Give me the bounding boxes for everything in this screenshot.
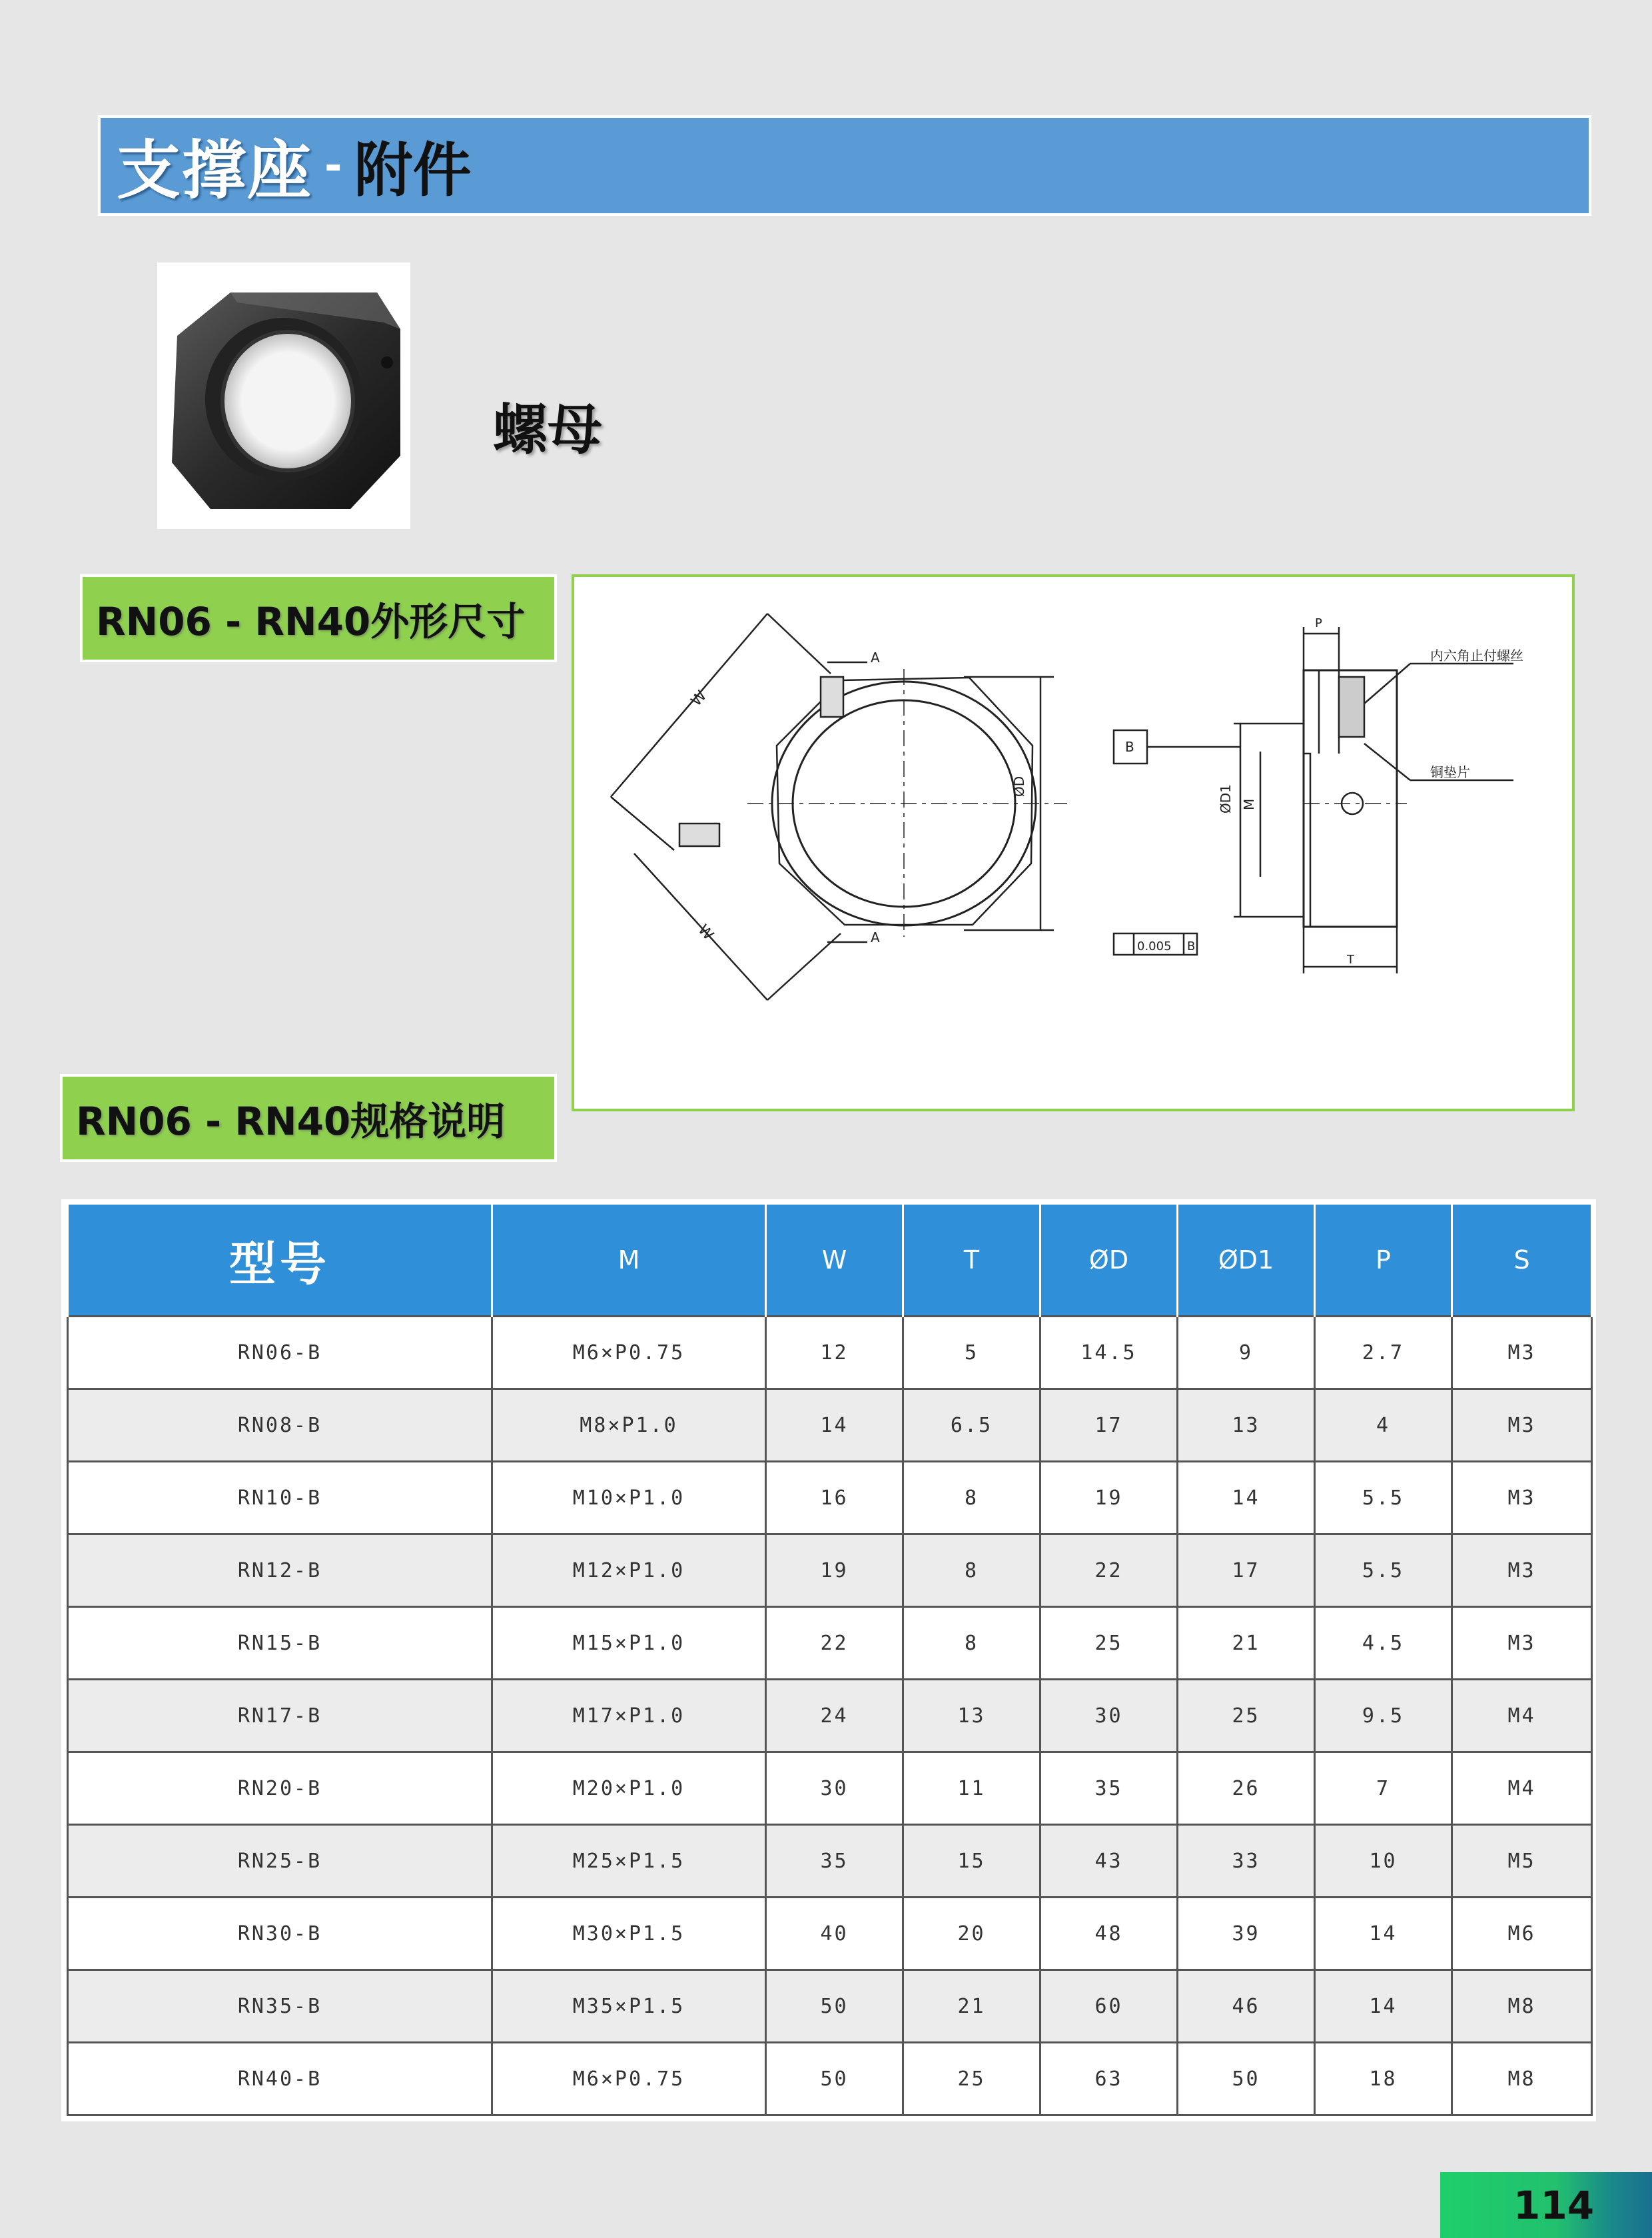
- cell-t: 20: [903, 1898, 1040, 1970]
- table-row: [68, 1752, 1592, 1825]
- cell-s: M4: [1452, 1680, 1592, 1752]
- title-separator: -: [324, 141, 342, 191]
- cell-m: M25×P1.5: [492, 1825, 766, 1898]
- table-body: [68, 1317, 1592, 2115]
- label-tolerance: 0.005: [1137, 939, 1172, 953]
- cell-p: 4.5: [1315, 1607, 1452, 1680]
- cell-s: M3: [1452, 1317, 1592, 1389]
- label-tolerance-ref: B: [1187, 939, 1196, 953]
- cell-m: M10×P1.0: [492, 1462, 766, 1534]
- cell-s: M5: [1452, 1825, 1592, 1898]
- cell-p: 7: [1315, 1752, 1452, 1825]
- cell-t: 13: [903, 1680, 1040, 1752]
- cell-w: 50: [766, 1970, 903, 2043]
- cell-s: M3: [1452, 1389, 1592, 1462]
- cell-od: 17: [1040, 1389, 1178, 1462]
- cell-od: 35: [1040, 1752, 1178, 1825]
- label-od1: ØD1: [1218, 784, 1234, 814]
- page-number-tab: [1440, 2172, 1652, 2238]
- header-w: W: [766, 1205, 903, 1317]
- cell-t: 11: [903, 1752, 1040, 1825]
- cell-w: 16: [766, 1462, 903, 1534]
- cell-p: 9.5: [1315, 1680, 1452, 1752]
- table-row: [68, 1970, 1592, 2043]
- cell-od1: 17: [1178, 1534, 1315, 1607]
- cell-t: 8: [903, 1462, 1040, 1534]
- page-number: 114: [1513, 2182, 1595, 2228]
- cell-w: 12: [766, 1317, 903, 1389]
- label-b: B: [1125, 739, 1134, 755]
- cell-t: 21: [903, 1970, 1040, 2043]
- header-s: S: [1452, 1205, 1592, 1317]
- cell-w: 30: [766, 1752, 903, 1825]
- dimensions-section-label: RN06 - RN40外形尺寸: [80, 574, 557, 662]
- label-od: ØD: [1011, 776, 1027, 797]
- cell-m: M30×P1.5: [492, 1898, 766, 1970]
- cell-m: M17×P1.0: [492, 1680, 766, 1752]
- cell-model: RN30-B: [68, 1898, 492, 1970]
- product-name: 螺母: [493, 398, 603, 462]
- table-row: [68, 1680, 1592, 1752]
- label-a-top: A: [871, 650, 880, 666]
- page-title: 支撑座: [117, 133, 312, 208]
- title-bar: [98, 115, 1591, 216]
- cell-m: M6×P0.75: [492, 2043, 766, 2115]
- table-row: [68, 1898, 1592, 1970]
- cell-od: 19: [1040, 1462, 1178, 1534]
- cell-od1: 13: [1178, 1389, 1315, 1462]
- spec-table-container: [61, 1199, 1596, 2121]
- cell-od: 30: [1040, 1680, 1178, 1752]
- header-m: M: [492, 1205, 766, 1317]
- cell-od1: 25: [1178, 1680, 1315, 1752]
- cell-w: 19: [766, 1534, 903, 1607]
- spec-table: [67, 1205, 1593, 2116]
- header-od: ØD: [1040, 1205, 1178, 1317]
- cell-od: 43: [1040, 1825, 1178, 1898]
- specs-section-label: RN06 - RN40规格说明: [60, 1074, 557, 1162]
- cell-w: 40: [766, 1898, 903, 1970]
- label-t: T: [1347, 953, 1354, 967]
- product-photo: [157, 263, 410, 529]
- table-row: [68, 2043, 1592, 2115]
- cell-p: 5.5: [1315, 1462, 1452, 1534]
- cell-s: M6: [1452, 1898, 1592, 1970]
- cell-s: M4: [1452, 1752, 1592, 1825]
- cell-od1: 46: [1178, 1970, 1315, 2043]
- label-a-bottom: A: [871, 929, 880, 945]
- cell-t: 8: [903, 1534, 1040, 1607]
- cell-w: 35: [766, 1825, 903, 1898]
- cell-model: RN12-B: [68, 1534, 492, 1607]
- header-od1: ØD1: [1178, 1205, 1315, 1317]
- cell-w: 22: [766, 1607, 903, 1680]
- cell-w: 14: [766, 1389, 903, 1462]
- cell-t: 15: [903, 1825, 1040, 1898]
- cell-model: RN40-B: [68, 2043, 492, 2115]
- cell-od: 14.5: [1040, 1317, 1178, 1389]
- cell-m: M6×P0.75: [492, 1317, 766, 1389]
- cell-model: RN35-B: [68, 1970, 492, 2043]
- label-m: M: [1241, 798, 1257, 810]
- cell-od1: 9: [1178, 1317, 1315, 1389]
- cell-model: RN17-B: [68, 1680, 492, 1752]
- cell-od1: 26: [1178, 1752, 1315, 1825]
- label-set-screw: 内六角止付螺丝: [1430, 648, 1523, 664]
- cell-model: RN08-B: [68, 1389, 492, 1462]
- cell-p: 18: [1315, 2043, 1452, 2115]
- cell-model: RN15-B: [68, 1607, 492, 1680]
- cell-model: RN10-B: [68, 1462, 492, 1534]
- cell-p: 5.5: [1315, 1534, 1452, 1607]
- label-w-bottom: W: [694, 921, 717, 944]
- cell-p: 4: [1315, 1389, 1452, 1462]
- page-subtitle: 附件: [354, 135, 472, 205]
- cell-od1: 14: [1178, 1462, 1315, 1534]
- cell-t: 6.5: [903, 1389, 1040, 1462]
- cell-m: M12×P1.0: [492, 1534, 766, 1607]
- cell-s: M3: [1452, 1462, 1592, 1534]
- cell-w: 50: [766, 2043, 903, 2115]
- cell-model: RN20-B: [68, 1752, 492, 1825]
- cell-t: 5: [903, 1317, 1040, 1389]
- cell-od1: 21: [1178, 1607, 1315, 1680]
- table-row: [68, 1825, 1592, 1898]
- table-row: [68, 1607, 1592, 1680]
- technical-drawing: [572, 574, 1575, 1111]
- cell-w: 24: [766, 1680, 903, 1752]
- cell-m: M35×P1.5: [492, 1970, 766, 2043]
- cell-od1: 33: [1178, 1825, 1315, 1898]
- cell-od: 22: [1040, 1534, 1178, 1607]
- cell-t: 8: [903, 1607, 1040, 1680]
- cell-od: 25: [1040, 1607, 1178, 1680]
- table-row: [68, 1462, 1592, 1534]
- header-p: P: [1315, 1205, 1452, 1317]
- cell-model: RN06-B: [68, 1317, 492, 1389]
- header-t: T: [903, 1205, 1040, 1317]
- label-copper-pad: 铜垫片: [1430, 764, 1470, 780]
- cell-t: 25: [903, 2043, 1040, 2115]
- header-model: 型号: [68, 1205, 492, 1317]
- cell-model: RN25-B: [68, 1825, 492, 1898]
- table-row: [68, 1317, 1592, 1389]
- cell-od: 60: [1040, 1970, 1178, 2043]
- cell-p: 14: [1315, 1898, 1452, 1970]
- label-w-top: W: [687, 688, 711, 710]
- cell-m: M20×P1.0: [492, 1752, 766, 1825]
- cell-od: 63: [1040, 2043, 1178, 2115]
- cell-od: 48: [1040, 1898, 1178, 1970]
- cell-s: M8: [1452, 2043, 1592, 2115]
- table-row: [68, 1389, 1592, 1462]
- cell-s: M3: [1452, 1607, 1592, 1680]
- label-p: P: [1315, 616, 1322, 630]
- table-header-row: [68, 1205, 1592, 1317]
- cell-m: M8×P1.0: [492, 1389, 766, 1462]
- cell-m: M15×P1.0: [492, 1607, 766, 1680]
- table-row: [68, 1534, 1592, 1607]
- cell-od1: 50: [1178, 2043, 1315, 2115]
- cell-od1: 39: [1178, 1898, 1315, 1970]
- cell-p: 10: [1315, 1825, 1452, 1898]
- cell-p: 2.7: [1315, 1317, 1452, 1389]
- cell-s: M3: [1452, 1534, 1592, 1607]
- cell-p: 14: [1315, 1970, 1452, 2043]
- cell-s: M8: [1452, 1970, 1592, 2043]
